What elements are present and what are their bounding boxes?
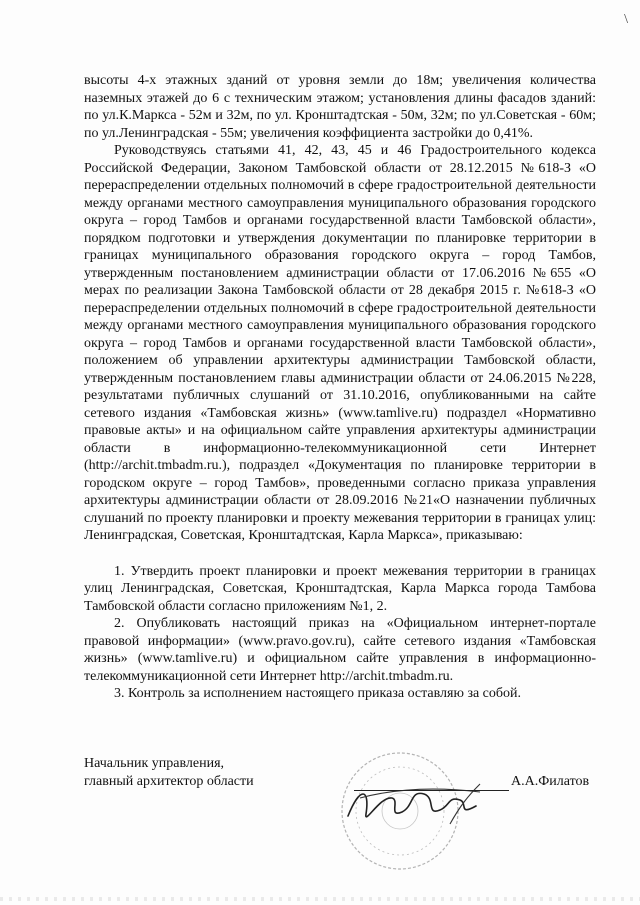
signatory-name: А.А.Филатов (511, 774, 590, 789)
document-body (84, 72, 596, 703)
paragraph-grounds: Руководствуясь статьями 41, 42, 43, 45 и 46 Градостроительного кодекса Российской Федерации, Законом Тамбовской области от 28.12.2015 №618-З «О перераспределении отдельных полномочий в сфере градостроительной деятельности между органами местного самоуправления муниципального образования городского округа – город Тамбов и органами государственной власти Тамбовской области», порядком подготовки и утверждения документации по планировке территории в границах муниципального образования городского округа – город Тамбов, утвержденным постановлением администрации области от 17.06.2016 №655 «О мерах по реализации Закона Тамбовской области от 28 декабря 2015 г. №618-З «О перераспределении отдельных полномочий в сфере градостроительной деятельности между органами местного самоуправления муниципального образования городского округа – город Тамбов и органами государственной власти Тамбовской области», положением об управлении архитектуры администрации Тамбовской области, утвержденным постановлением главы администрации области от 24.06.2015 №228, результатами публичных слушаний от 31.10.2016, опубликованными на сайте сетевого издания «Тамбовская жизнь» (www.tamlive.ru) подраздел «Нормативно правовые акты» и на официальном сайте управления архитектуры администрации области в информационно-телекоммуникационной сети Интернет (http://archit.tmbadm.ru.), подраздел «Документация по планировке территории в городском округе – город Тамбов», проведенными согласно приказа управления архитектуры администрации области от 28.09.2016 №21«О назначении публичных слушаний по проекту планировки и проекту межевания территории в границах улиц: Ленинградская, Советская, Кронштадтская, Карла Маркса», приказываю: (84, 143, 596, 543)
order-item-1: 1. Утвердить проект планировки и проект межевания территории в границах улиц Ленинградская, Советская, Кронштадтская, Карла Маркса города Тамбова Тамбовской области согласно приложениям №1, 2. (84, 563, 596, 614)
signature-line (354, 790, 509, 791)
order-item-3: 3. Контроль за исполнением настоящего приказа оставляю за собой. (114, 686, 522, 701)
position-line-2: главный архитектор области (84, 774, 254, 789)
signature-block (84, 755, 604, 791)
scan-noise-divider (0, 897, 640, 901)
paragraph-continuation: высоты 4-х этажных зданий от уровня земли до 18м; увеличения количества наземных этажей до 6 с техническим этажом; установления длины фасадов зданий: по ул.К.Маркса - 52м и 32м, по ул. Кронштадтская - 50м, 32м; по ул.Советская - 60м; по ул.Ленинградская - 55м; увеличения коэффициента застройки до 0,41%. (84, 73, 596, 141)
order-item-2: 2. Опубликовать настоящий приказ на «Официальном интернет-портале правовой информации» (www.pravo.gov.ru), сайте сетевого издания «Тамбовская жизнь» (www.tamlive.ru) и официальном сайте управления в информационно-телекоммуникационной сети Интернет http://archit.tmbadm.ru. (84, 616, 596, 684)
position-line-1: Начальник управления, (84, 756, 225, 771)
corner-mark: \ (624, 12, 628, 27)
